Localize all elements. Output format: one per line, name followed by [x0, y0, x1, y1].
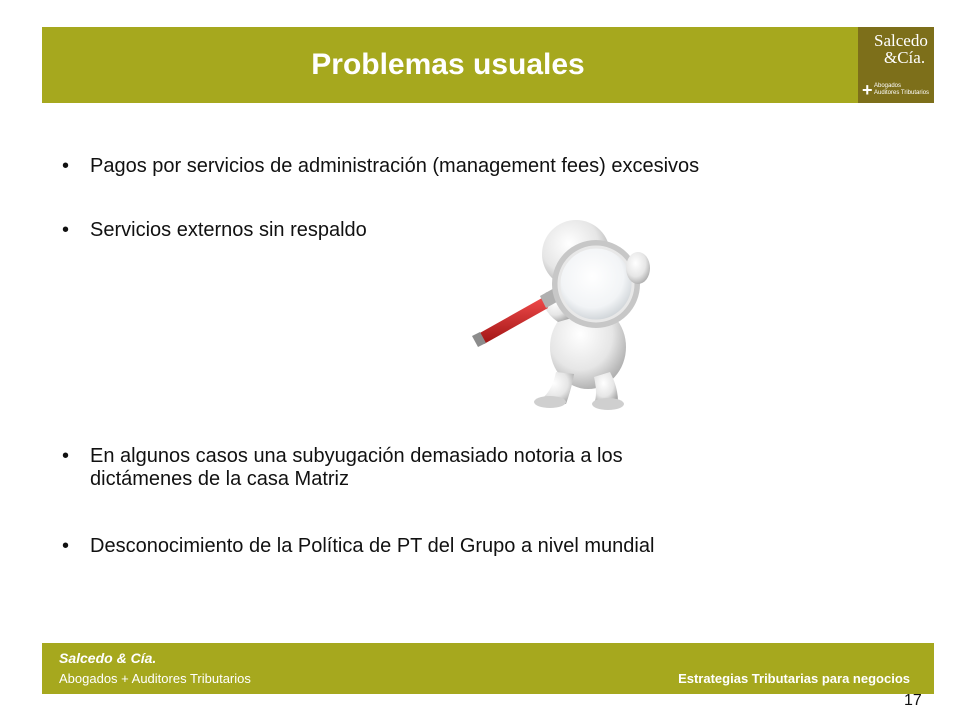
bullet-text: Pagos por servicios de administración (management fees) excesivos: [90, 155, 700, 177]
page-number: 17: [904, 692, 922, 709]
bullet-dot: •: [62, 219, 70, 241]
bullet-dot: •: [62, 535, 70, 557]
bullet-dot: •: [62, 155, 70, 177]
bullet-dot: •: [62, 445, 70, 467]
bullet-text: Desconocimiento de la Política de PT del Grupo a nivel mundial: [90, 535, 655, 557]
logo-plus: +: [862, 80, 873, 100]
logo-subtext: Abogados: [874, 83, 902, 89]
header-bar: [42, 27, 934, 103]
slide-title: Problemas usuales: [311, 48, 585, 81]
logo-text: &Cía.: [884, 48, 926, 67]
footer-subtitle: Abogados + Auditores Tributarios: [59, 671, 251, 686]
footer-tagline: Estrategias Tributarias para negocios: [678, 671, 910, 686]
footer-bar: [42, 643, 934, 694]
logo-subtext: Auditores Tributarios: [874, 90, 930, 96]
footer-brand: Salcedo & Cía.: [59, 650, 157, 666]
person-with-magnifying-glass-icon: [468, 212, 678, 412]
bullet-text: En algunos casos una subyugación demasiado notoria a los: [90, 445, 623, 467]
company-logo: [858, 27, 934, 103]
bullet-text: dictámenes de la casa Matriz: [90, 468, 350, 490]
bullet-text: Servicios externos sin respaldo: [90, 219, 367, 241]
logo-text: Salcedo: [874, 31, 928, 50]
